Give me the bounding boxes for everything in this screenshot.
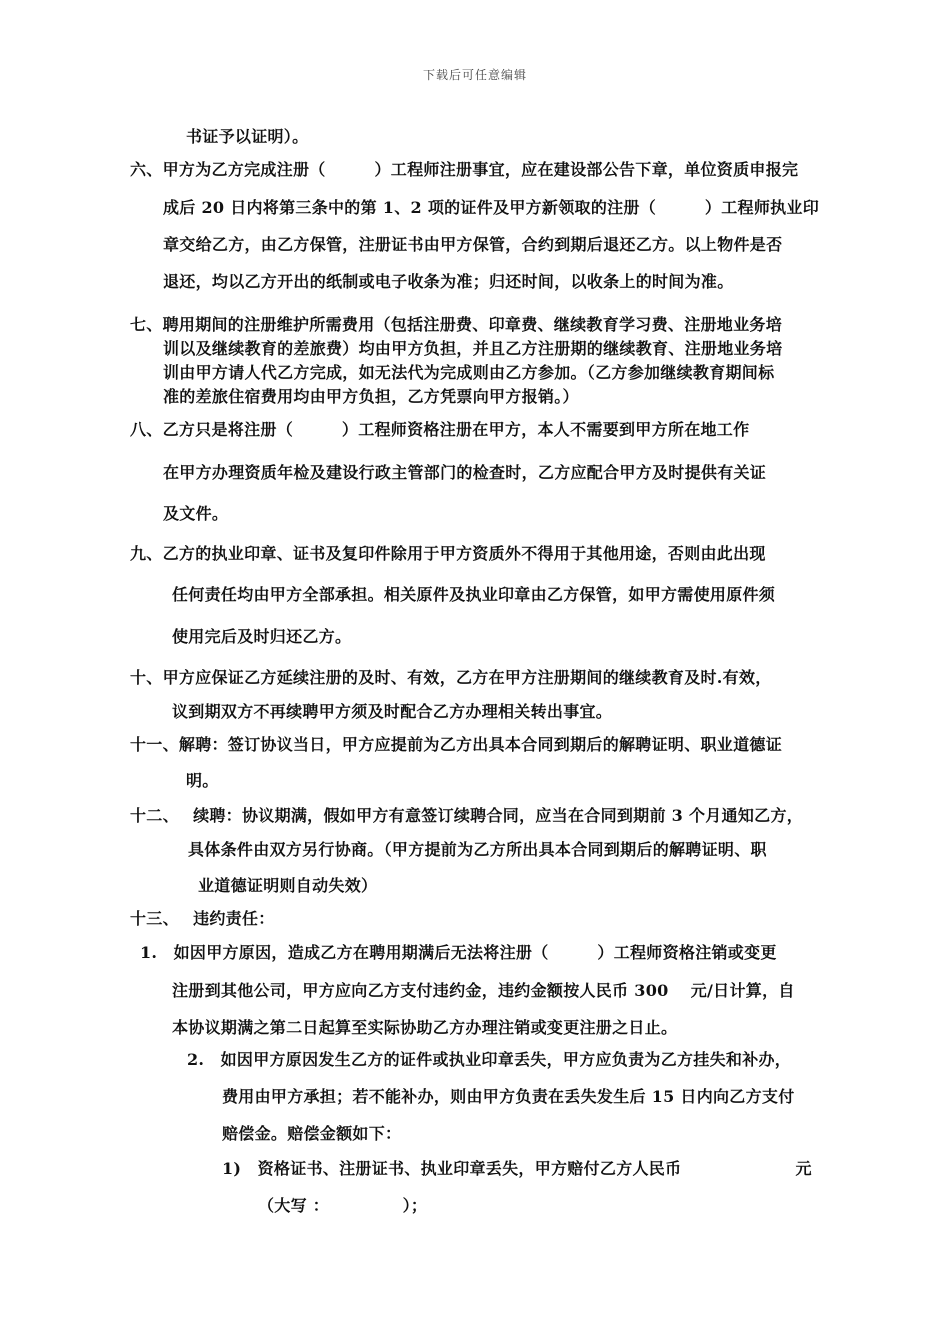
paragraph-line: 明。 [186,771,219,790]
paragraph-line: 六、甲方为乙方完成注册（ ）工程师注册事宜，应在建设部公告下章，单位资质申报完 [130,160,799,179]
paragraph-line: 2. 如因甲方原因发生乙方的证件或执业印章丢失，甲方应负责为乙方挂失和补办， [187,1050,792,1069]
paragraph-line: 退还，均以乙方开出的纸制或电子收条为准；归还时间，以收条上的时间为准。 [163,272,734,291]
paragraph-line: 章交给乙方，由乙方保管，注册证书由甲方保管，合约到期后退还乙方。以上物件是否 [163,235,783,254]
paragraph-line: 具体条件由双方另行协商。（甲方提前为乙方所出具本合同到期后的解聘证明、职 [188,840,767,859]
page-header: 下载后可任意编辑 [422,68,527,82]
paragraph-line: 九、乙方的执业印章、证书及复印件除用于甲方资质外不得用于其他用途，否则由此出现 [130,544,766,563]
paragraph-line: 八、乙方只是将注册（ ）工程师资格注册在甲方，本人不需要到甲方所在地工作 [130,420,750,439]
paragraph-line: 成后 20 日内将第三条中的第 1、2 项的证件及甲方新领取的注册（ ）工程师执业印 [163,198,820,217]
paragraph-line: 注册到其他公司，甲方应向乙方支付违约金，违约金额按人民币 300 元/日计算，自 [172,981,795,1000]
paragraph-line: 1. 如因甲方原因，造成乙方在聘用期满后无法将注册（ ）工程师资格注销或变更 [140,943,777,962]
paragraph-line: 及文件。 [163,504,229,523]
paragraph-line: 训以及继续教育的差旅费）均由甲方负担，并且乙方注册期的继续教育、注册地业务培 [163,339,783,358]
paragraph-line: 十三、 违约责任： [130,909,275,928]
paragraph-line: 十一、解聘：签订协议当日，甲方应提前为乙方出具本合同到期后的解聘证明、职业道德证 [130,735,783,754]
paragraph-line: 十二、 续聘：协议期满，假如甲方有意签订续聘合同，应当在合同到期前 3 个月通知乙方， [130,806,804,825]
paragraph-line: 十、甲方应保证乙方延续注册的及时、有效，乙方在甲方注册期间的继续教育及时.有效， [130,668,772,687]
paragraph-line: 1) 资格证书、注册证书、执业印章丢失，甲方赔付乙方人民币 元 [222,1159,812,1178]
paragraph-line: 费用由甲方承担；若不能补办，则由甲方负责在丢失发生后 15 日内向乙方支付 [222,1087,795,1106]
paragraph-line: 训由甲方请人代乙方完成，如无法代为完成则由乙方参加。（乙方参加继续教育期间标 [163,363,775,382]
paragraph-line: 赔偿金。赔偿金额如下： [222,1124,402,1143]
paragraph-line: 本协议期满之第二日起算至实际协助乙方办理注销或变更注册之日止。 [172,1018,678,1037]
paragraph-line: 在甲方办理资质年检及建设行政主管部门的检查时，乙方应配合甲方及时提供有关证 [163,463,767,482]
paragraph-line: 业道德证明则自动失效） [198,876,378,895]
paragraph-line: 议到期双方不再续聘甲方须及时配合乙方办理相关转出事宜。 [172,702,613,721]
paragraph-line: 七、聘用期间的注册维护所需费用（包括注册费、印章费、继续教育学习费、注册地业务培 [130,315,783,334]
paragraph-line: 使用完后及时归还乙方。 [172,627,352,646]
paragraph-line: 任何责任均由甲方全部承担。相关原件及执业印章由乙方保管，如甲方需使用原件须 [172,585,776,604]
paragraph-line: 准的差旅住宿费用均由甲方负担，乙方凭票向甲方报销。） [163,387,579,406]
paragraph-line: 书证予以证明）。 [186,127,309,146]
paragraph-line: （大写 ： ）； [258,1196,428,1215]
